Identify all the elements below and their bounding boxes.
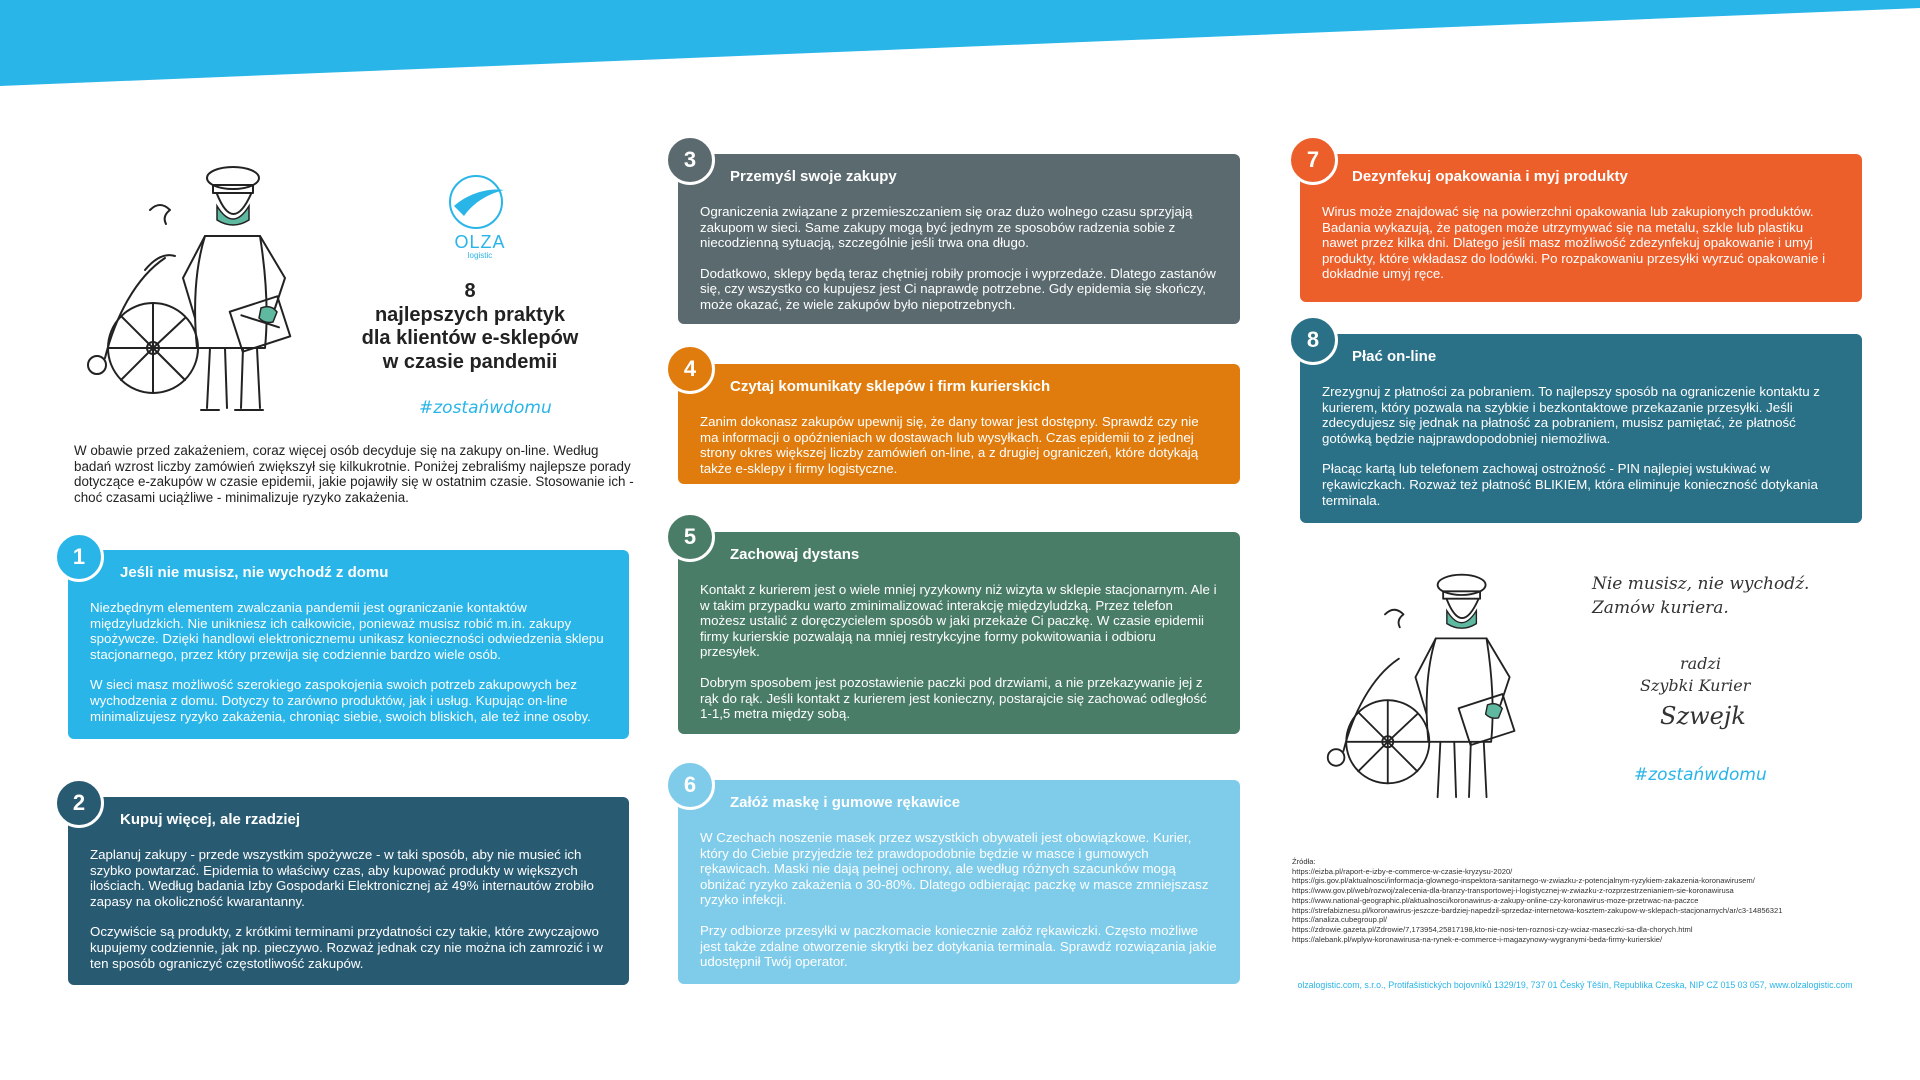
card-title: Załóż maskę i gumowe rękawice [730,794,961,811]
sources-list [1292,857,1872,944]
card-title: Płać on-line [1352,348,1437,365]
card-paragraph: Niezbędnym elementem zwalczania pandemii jest ograniczanie kontaktów międzyludzkich. Nie unikniesz ich całkowicie, ponieważ musisz robić m.in. zakupy spożywcze. Dzięki handlowi elektronicznemu unikasz konieczności odwiedzenia sklepu stacjonarnego, przez który przewija się codziennie bardzo wiele osób. [90,600,604,662]
title-line: najlepszych praktyk [374,303,566,326]
source-link[interactable]: https://gis.gov.pl/aktualnosci/informacja-glownego-inspektora-sanitarnego-w-zwiazku-z-potencjalnym-ryzykiem-zakazenia-koronawirusem/ [1292,876,1755,886]
card-body [700,414,1218,491]
source-link[interactable]: https://analiza.cubegroup.pl/ [1292,915,1387,925]
card-paragraph: Wirus może znajdować się na powierzchni opakowania lub zakupionych produktów. Badania wykazują, że patogen może utrzymywać się na metalu, szkle lub plastiku nawet przez kilka dni. Dlatego jeśli masz możliwość zdezynfekuj opakowanie i umyj produkty, które wkładasz do lodówki. Po rozpakowaniu przesyłki wyrzuć opakowanie i dokładnie umyj ręce. [1322,204,1826,282]
card-paragraph: Ograniczenia związane z przemieszczaniem się oraz dużo wolnego czasu sprzyjają zakupom w sieci. Same zakupy mogą być jednym ze sposobów radzenia sobie z niecodzienną sytuacją, szczególnie jeśli trwa ona długo. [700,204,1193,251]
card-body [700,582,1218,737]
courier-illustration [85,158,345,428]
tip-number-1: 1 [54,532,104,582]
card-title: Jeśli nie musisz, nie wychodź z domu [120,564,389,581]
source-link[interactable]: https://eizba.pl/raport-e-izby-e-commerce-w-czasie-kryzysu-2020/ [1292,866,1513,876]
slogan-line-2: Zamów kuriera. [1592,598,1729,618]
olza-logo-icon [440,172,512,232]
tip-card-6 [678,780,1240,984]
slogan-name-1: Szybki Kurier [1640,676,1751,695]
title-line: dla klientów e-sklepów [361,327,579,349]
intro-text: W obawie przed zakażeniem, coraz więcej osób decyduje się na zakupy on-line. Według badań wzrost liczby zamówień zwiększył się kilkukrotnie. Poniżej zebraliśmy najlepsze porady dotyczące e-zakupów w czasie epidemii, jakie pojawiły się w ostatnim czasie. Stosowanie ich - choć czasami uciążliwe - minimalizuje ryzyko zakażenia. [74,443,634,505]
card-body [1322,384,1840,523]
tip-number-5: 5 [665,512,715,562]
tip-number-2: 2 [54,778,104,828]
hashtag-2: #zostańwdomu [1634,765,1767,785]
card-body [700,830,1218,985]
hashtag: #zostańwdomu [419,398,552,418]
source-link[interactable]: https://www.gov.pl/web/rozwoj/zalecenia-dla-branzy-transportowej-i-logistycznej-w-zwiazku-z-rozprzestrzenianiem-sie-koronawirusa [1292,886,1734,896]
slogan-name-2: Szwejk [1660,702,1746,730]
tip-number-8: 8 [1288,315,1338,365]
card-paragraph: Kontakt z kurierem jest o wiele mniej ryzykowny niż wizyta w sklepie stacjonarnym. Ale i w takim przypadku warto zminimalizować interakcję międzyludzką. Przez telefon możesz ustalić z doręczycielem sposób w jaki przekaże Ci paczkę. W czasie epidemii firmy kurierskie pozwalają na mniej restrykcyjne formy pokwitowania i odbioru przesyłek. [700,582,1217,660]
tip-card-4 [678,364,1240,484]
tip-number-3: 3 [665,135,715,185]
page-title [330,280,610,374]
card-paragraph: W Czechach noszenie masek przez wszystkich obywateli jest obowiązkowe. Kurier, który do Ciebie przyjedzie też prawdopodobnie będzie w masce i gumowych rękawicach. Maski nie dają pełnej ochrony, ale według różnych szacunków mogą obniżać ryzyko zakażenia o 30-80%. Dlatego odbierając paczkę w masce zmniejszasz ryzyko infekcji. [700,830,1209,908]
tip-card-3 [678,154,1240,324]
card-paragraph: Dodatkowo, sklepy będą teraz chętniej robiły promocje i wyprzedaże. Dlatego zastanów się, czy wszystko co kupujesz jest Ci naprawdę potrzebne. Gdy epidemia się skończy, może okazać, że wiele zakupów było niepotrzebnych. [700,265,1216,312]
logo-subtitle: logistic [467,251,493,260]
source-link[interactable]: https://alebank.pl/wplyw-koronawirusa-na-rynek-e-commerce-i-magazynowy-wygranymi-beda-firmy-kurierskie/ [1292,934,1663,944]
card-paragraph: Płacąc kartą lub telefonem zachowaj ostrożność - PIN najlepiej wstukiwać w rękawiczkach. Rozważ też płatność BLIKIEM, która eliminuje konieczność dotykania terminala. [1322,461,1818,508]
card-title: Przemyśl swoje zakupy [730,168,897,185]
tip-card-5 [678,532,1240,734]
tip-card-2 [68,797,629,985]
card-title: Kupuj więcej, ale rzadziej [120,811,301,828]
tip-number-7: 7 [1288,135,1338,185]
tip-number-4: 4 [665,344,715,394]
card-paragraph: Dobrym sposobem jest pozostawienie paczki pod drzwiami, a nie przekazywanie jej z rąk do rąk. Jeśli kontakt z kurierem jest konieczny, postarajcie się zachować odległość 1-1,5 metra między sobą. [700,674,1207,722]
card-paragraph: Oczywiście są produkty, z krótkimi terminami przydatności czy takie, które zwyczajowo kupujemy codziennie, jak np. pieczywo. Rozważ jednak czy nie można ich zamrozić i w ten sposób ograniczyć częstotliwość zakupów. [90,924,603,971]
tip-card-8 [1300,334,1862,523]
slogan-line-1: Nie musisz, nie wychodź. [1592,574,1810,594]
top-banner [0,0,1920,90]
logo-name: OLZA [454,232,506,252]
sources-title: Źródła: [1292,857,1316,866]
card-body [700,204,1218,328]
source-link[interactable]: https://strefabiznesu.pl/koronawirus-jeszcze-bardziej-napedzil-sprzedaz-internetowa-kosztem-zakupow-w-sklepach-stacjonarnych/ar/c3-14856321 [1292,905,1783,915]
slogan-radzi: radzi [1680,654,1721,673]
card-body [1322,204,1840,297]
card-paragraph: Zaplanuj zakupy - przede wszystkim spożywcze - w taki sposób, aby nie musieć ich szybko powtarzać. Epidemia to właściwy czas, aby kupować produkty w większych ilościach. Według badania Izby Gospodarki Elektronicznej aż 49% internautów zrobiło zapasy na okoliczność kwarantanny. [90,847,594,909]
card-title: Zachowaj dystans [730,546,860,563]
source-link[interactable]: https://www.national-geographic.pl/aktualnosci/koronawirus-a-zakupy-online-czy-koronawirus-moze-przetrwac-na-paczce [1292,895,1699,905]
card-title: Czytaj komunikaty sklepów i firm kurierskich [730,378,1051,395]
courier-illustration-2 [1325,556,1565,826]
title-line: 8 [464,280,476,302]
tip-number-6: 6 [665,760,715,810]
card-paragraph: Przy odbiorze przesyłki w paczkomacie koniecznie załóż rękawiczki. Często możliwe jest także zdalne otworzenie skrytki bez dotykania terminala. Sprawdź rozwiązania jakie udostępnił Twój operator. [700,922,1217,970]
tip-card-1 [68,550,629,739]
card-paragraph: Zanim dokonasz zakupów upewnij się, że dany towar jest dostępny. Sprawdź czy nie ma informacji o opóźnieniach w dostawach lub wysyłkach. Czas epidemii to z jednej strony okres większej liczby zamówień on-line, a z drugiej ograniczeń, które dotykają także e-sklepy i firmy logistyczne. [700,414,1199,476]
source-link[interactable]: https://zdrowie.gazeta.pl/Zdrowie/7,173954,25817198,kto-nie-nosi-ten-roznosi-czy-wciaz-maseczki-sa-dla-chorych.html [1292,924,1693,934]
footer-company-info: olzalogistic.com, s.r.o., Protifašistických bojovníků 1329/19, 737 01 Český Těšín, Republika Czeska, NIP CZ 015 03 057, www.olzalogistic.com [1297,980,1853,990]
title-line: w czasie pandemii [382,350,558,373]
card-body [90,600,607,739]
tip-card-7 [1300,154,1862,302]
card-body [90,847,607,986]
card-title: Dezynfekuj opakowania i myj produkty [1352,168,1628,185]
card-paragraph: W sieci masz możliwość szerokiego zaspokojenia swoich potrzeb zakupowych bez wychodzenia z domu. Dotyczy to zarówno produktów, jak i usług. Kupując on-line minimalizujesz ryzyko zakażenia, chroniąc siebie, swoich bliskich, ale też inne osoby. [90,677,591,724]
card-paragraph: Zrezygnuj z płatności za pobraniem. To najlepszy sposób na ograniczenie kontaktu z kurierem, który pozwala na szybkie i bezkontaktowe przekazanie przesyłki. Jeśli zdecydujesz się jednak na płatność za pobraniem, musisz pamiętać, że płatność gotówką będzie najprawdopodobniej niemożliwa. [1322,384,1820,446]
